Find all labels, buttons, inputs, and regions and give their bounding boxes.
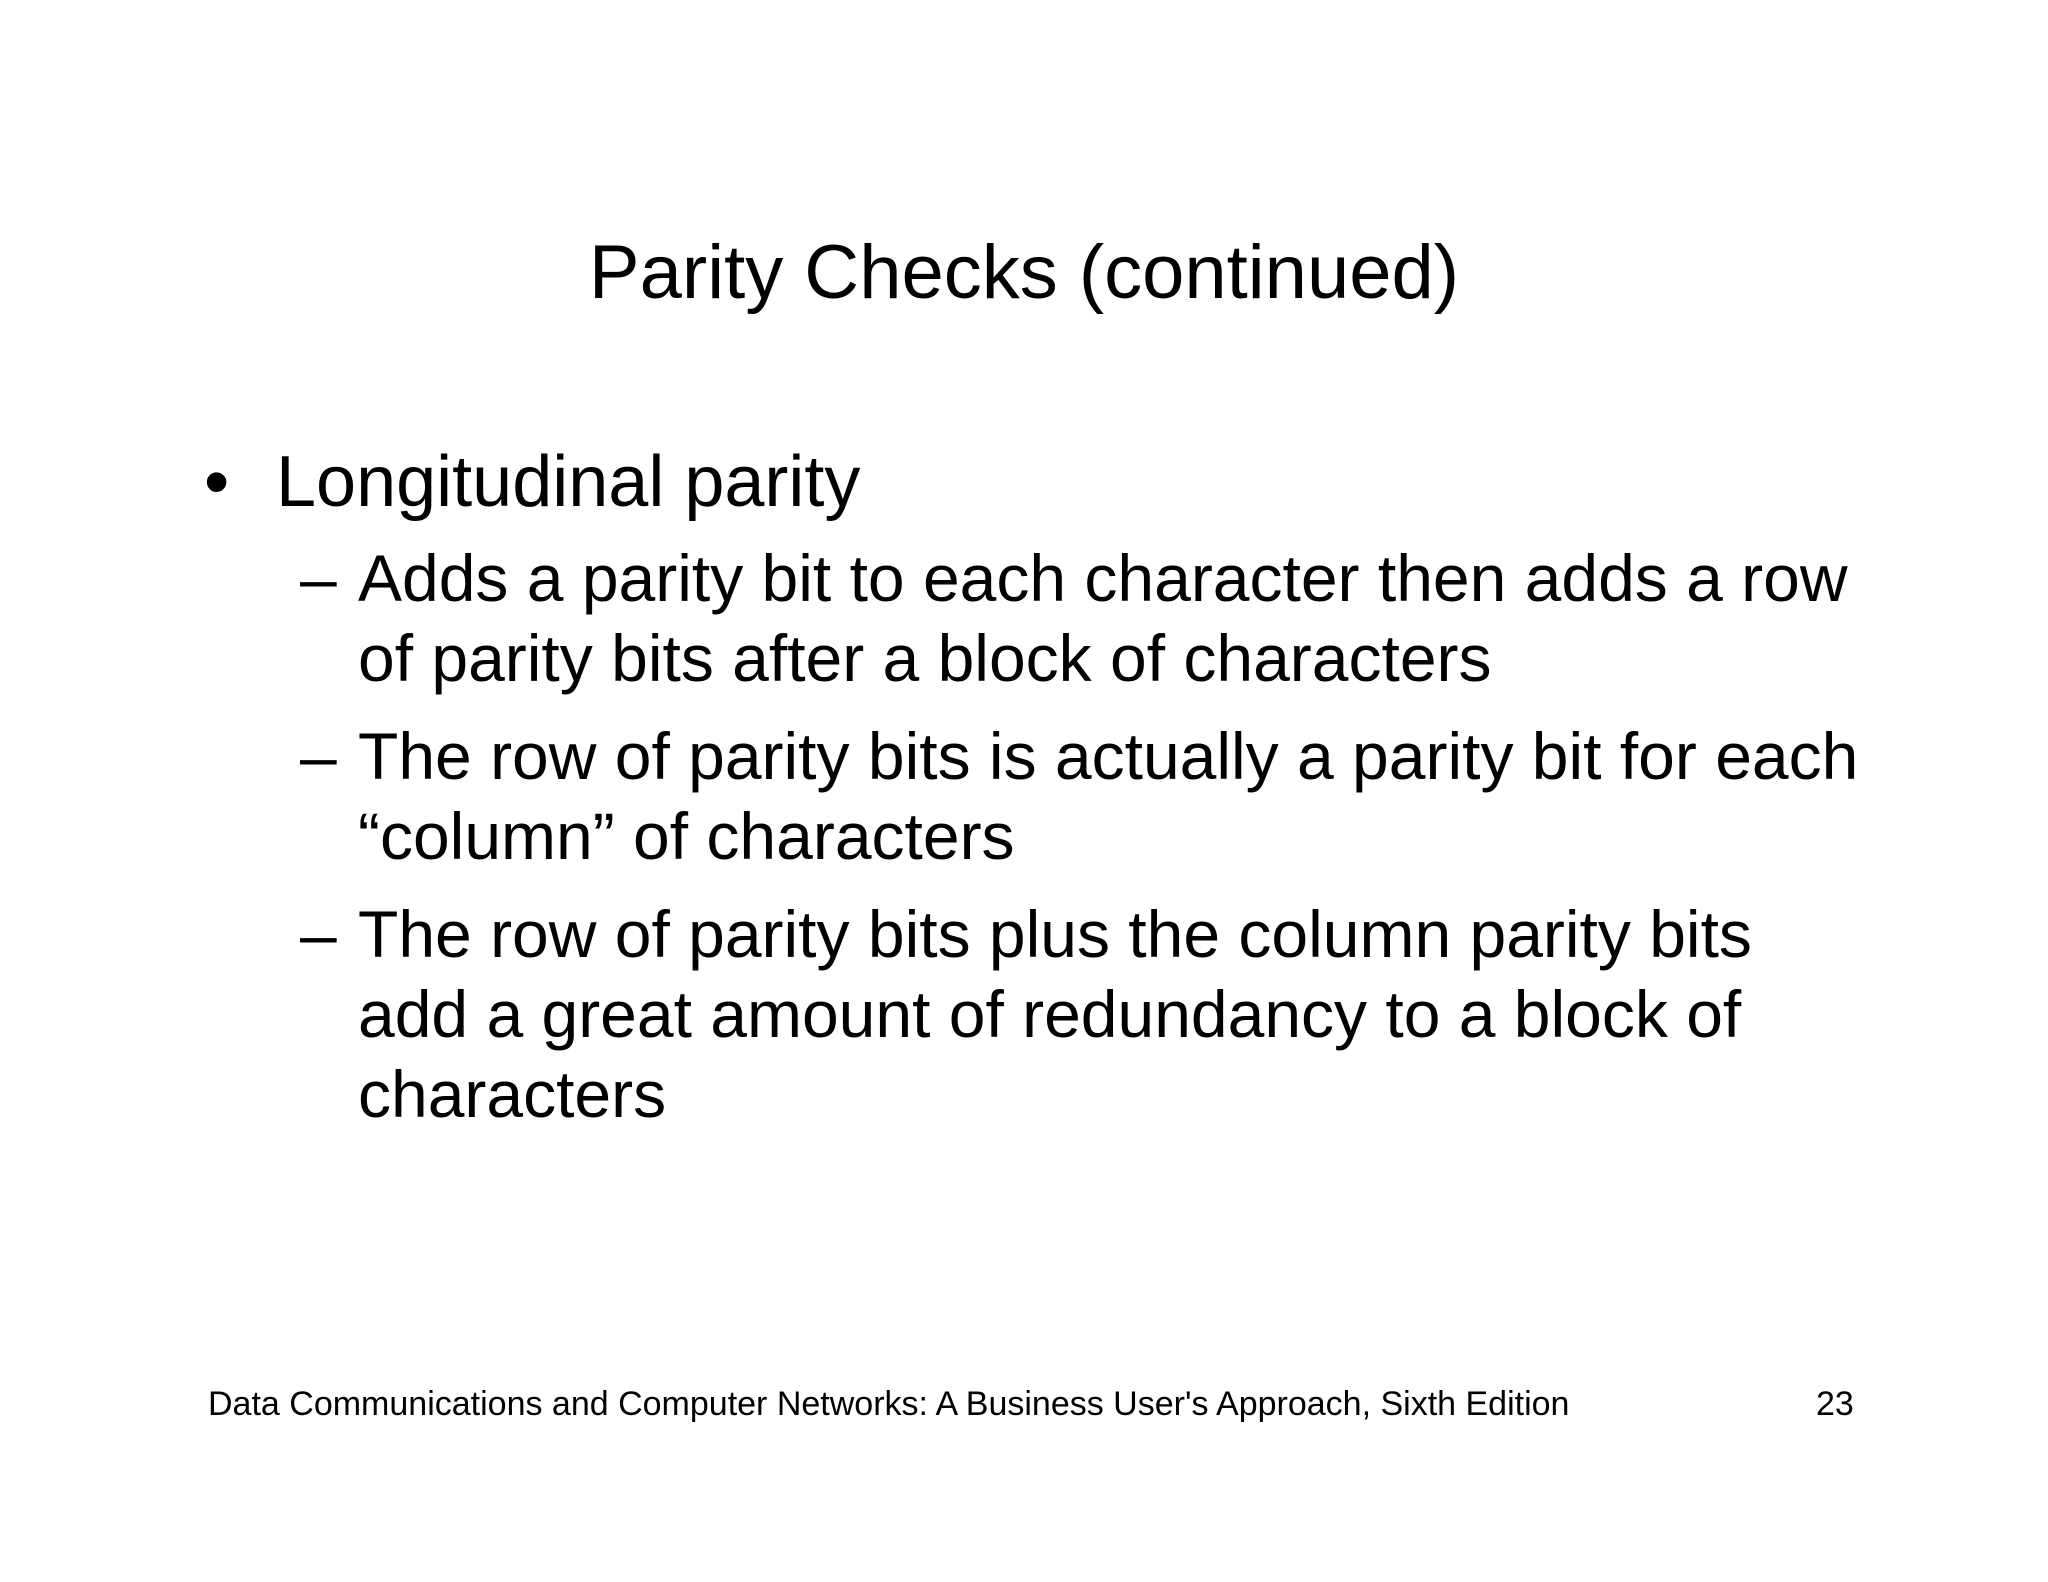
sub-bullet-3 [300, 894, 1860, 1134]
sub-bullet-text: The row of parity bits plus the column parity bits add a great amount of redundancy to a block of characters [358, 897, 1752, 1131]
page-number: 23 [1816, 1385, 1854, 1423]
sub-bullet-text: Adds a parity bit to each character then adds a row of parity bits after a block of characters [358, 541, 1848, 695]
bullet-dot: • [204, 442, 230, 522]
sub-bullet-dash: – [300, 719, 337, 793]
bullet-text: Longitudinal parity [276, 442, 861, 522]
sub-bullet-1 [300, 538, 1860, 698]
sub-bullet-dash: – [300, 541, 337, 615]
footer-text: Data Communications and Computer Networks: A Business User's Approach, Sixth Edition [208, 1385, 1570, 1423]
slide-title: Parity Checks (continued) [588, 230, 1460, 315]
sub-bullet-text: The row of parity bits is actually a parity bit for each “column” of characters [358, 719, 1859, 873]
sub-bullet-dash: – [300, 897, 337, 971]
sub-bullet-2 [300, 716, 1860, 876]
